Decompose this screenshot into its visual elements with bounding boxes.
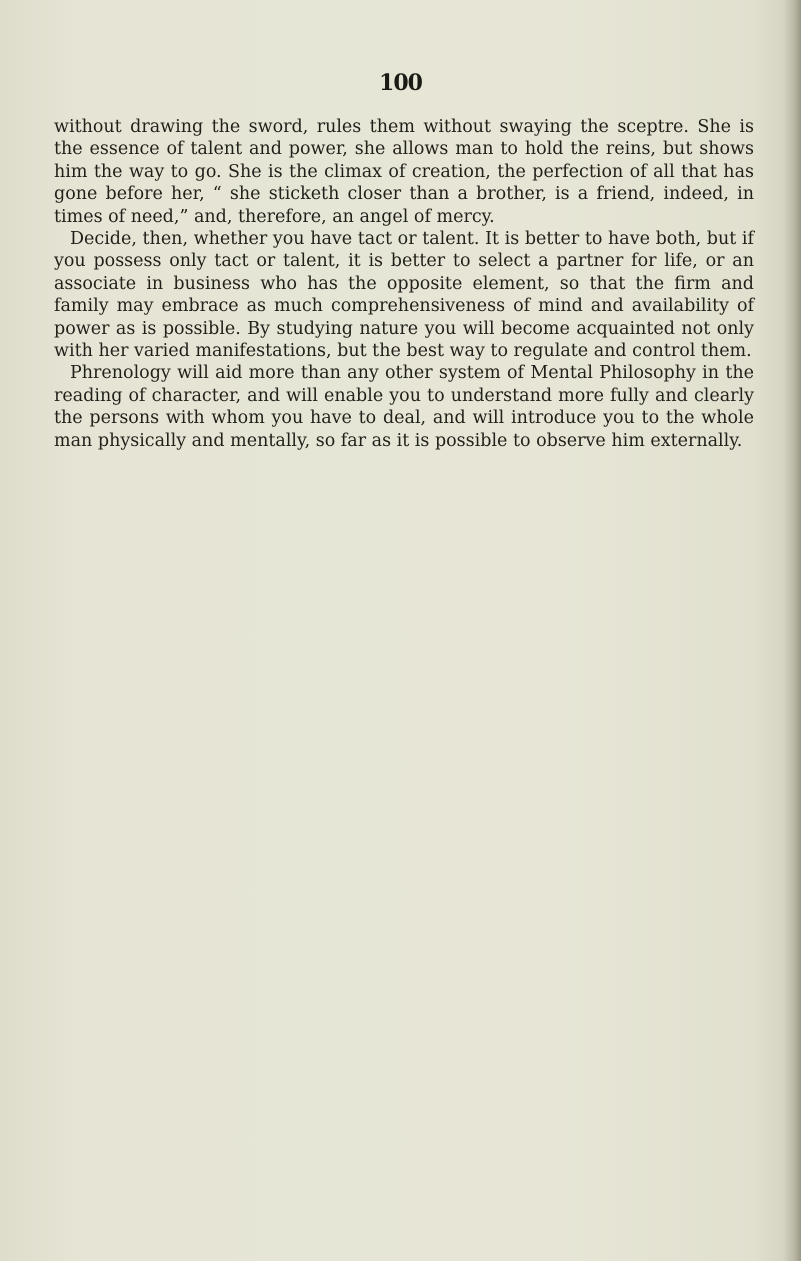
paragraph-3: Phrenology will aid more than any other system of Mental Philosophy in the reading of character, and will enable you to understand more fully and clearly the persons with whom you have to deal, and will introduce you to the whole man physically and mentally, so far as it is possible to observe him externally.	[54, 363, 754, 451]
page-edge-shadow	[783, 0, 801, 1261]
paragraph-1: without drawing the sword, rules them without swaying the sceptre. She is the essence of talent and power, she allows man to hold the reins, but shows him the way to go. She is the climax of creation, the perfection of all that has gone before her, “ she sticketh closer than a brother, is a friend, indeed, in times of need,” and, therefore, an angel of mercy.	[54, 117, 754, 227]
paragraph-2: Decide, then, whether you have tact or talent. It is better to have both, but if you possess only tact or talent, it is better to select a partner for life, or an associate in business who has the opposite element, so that the firm and family may embrace as much comprehensiveness of mind and availability of power as is possible. By studying nature you will become acquainted not only with her varied manifestations, but the best way to regulate and control them.	[54, 229, 754, 362]
page-number: 100	[379, 70, 422, 96]
body-text	[54, 116, 754, 452]
